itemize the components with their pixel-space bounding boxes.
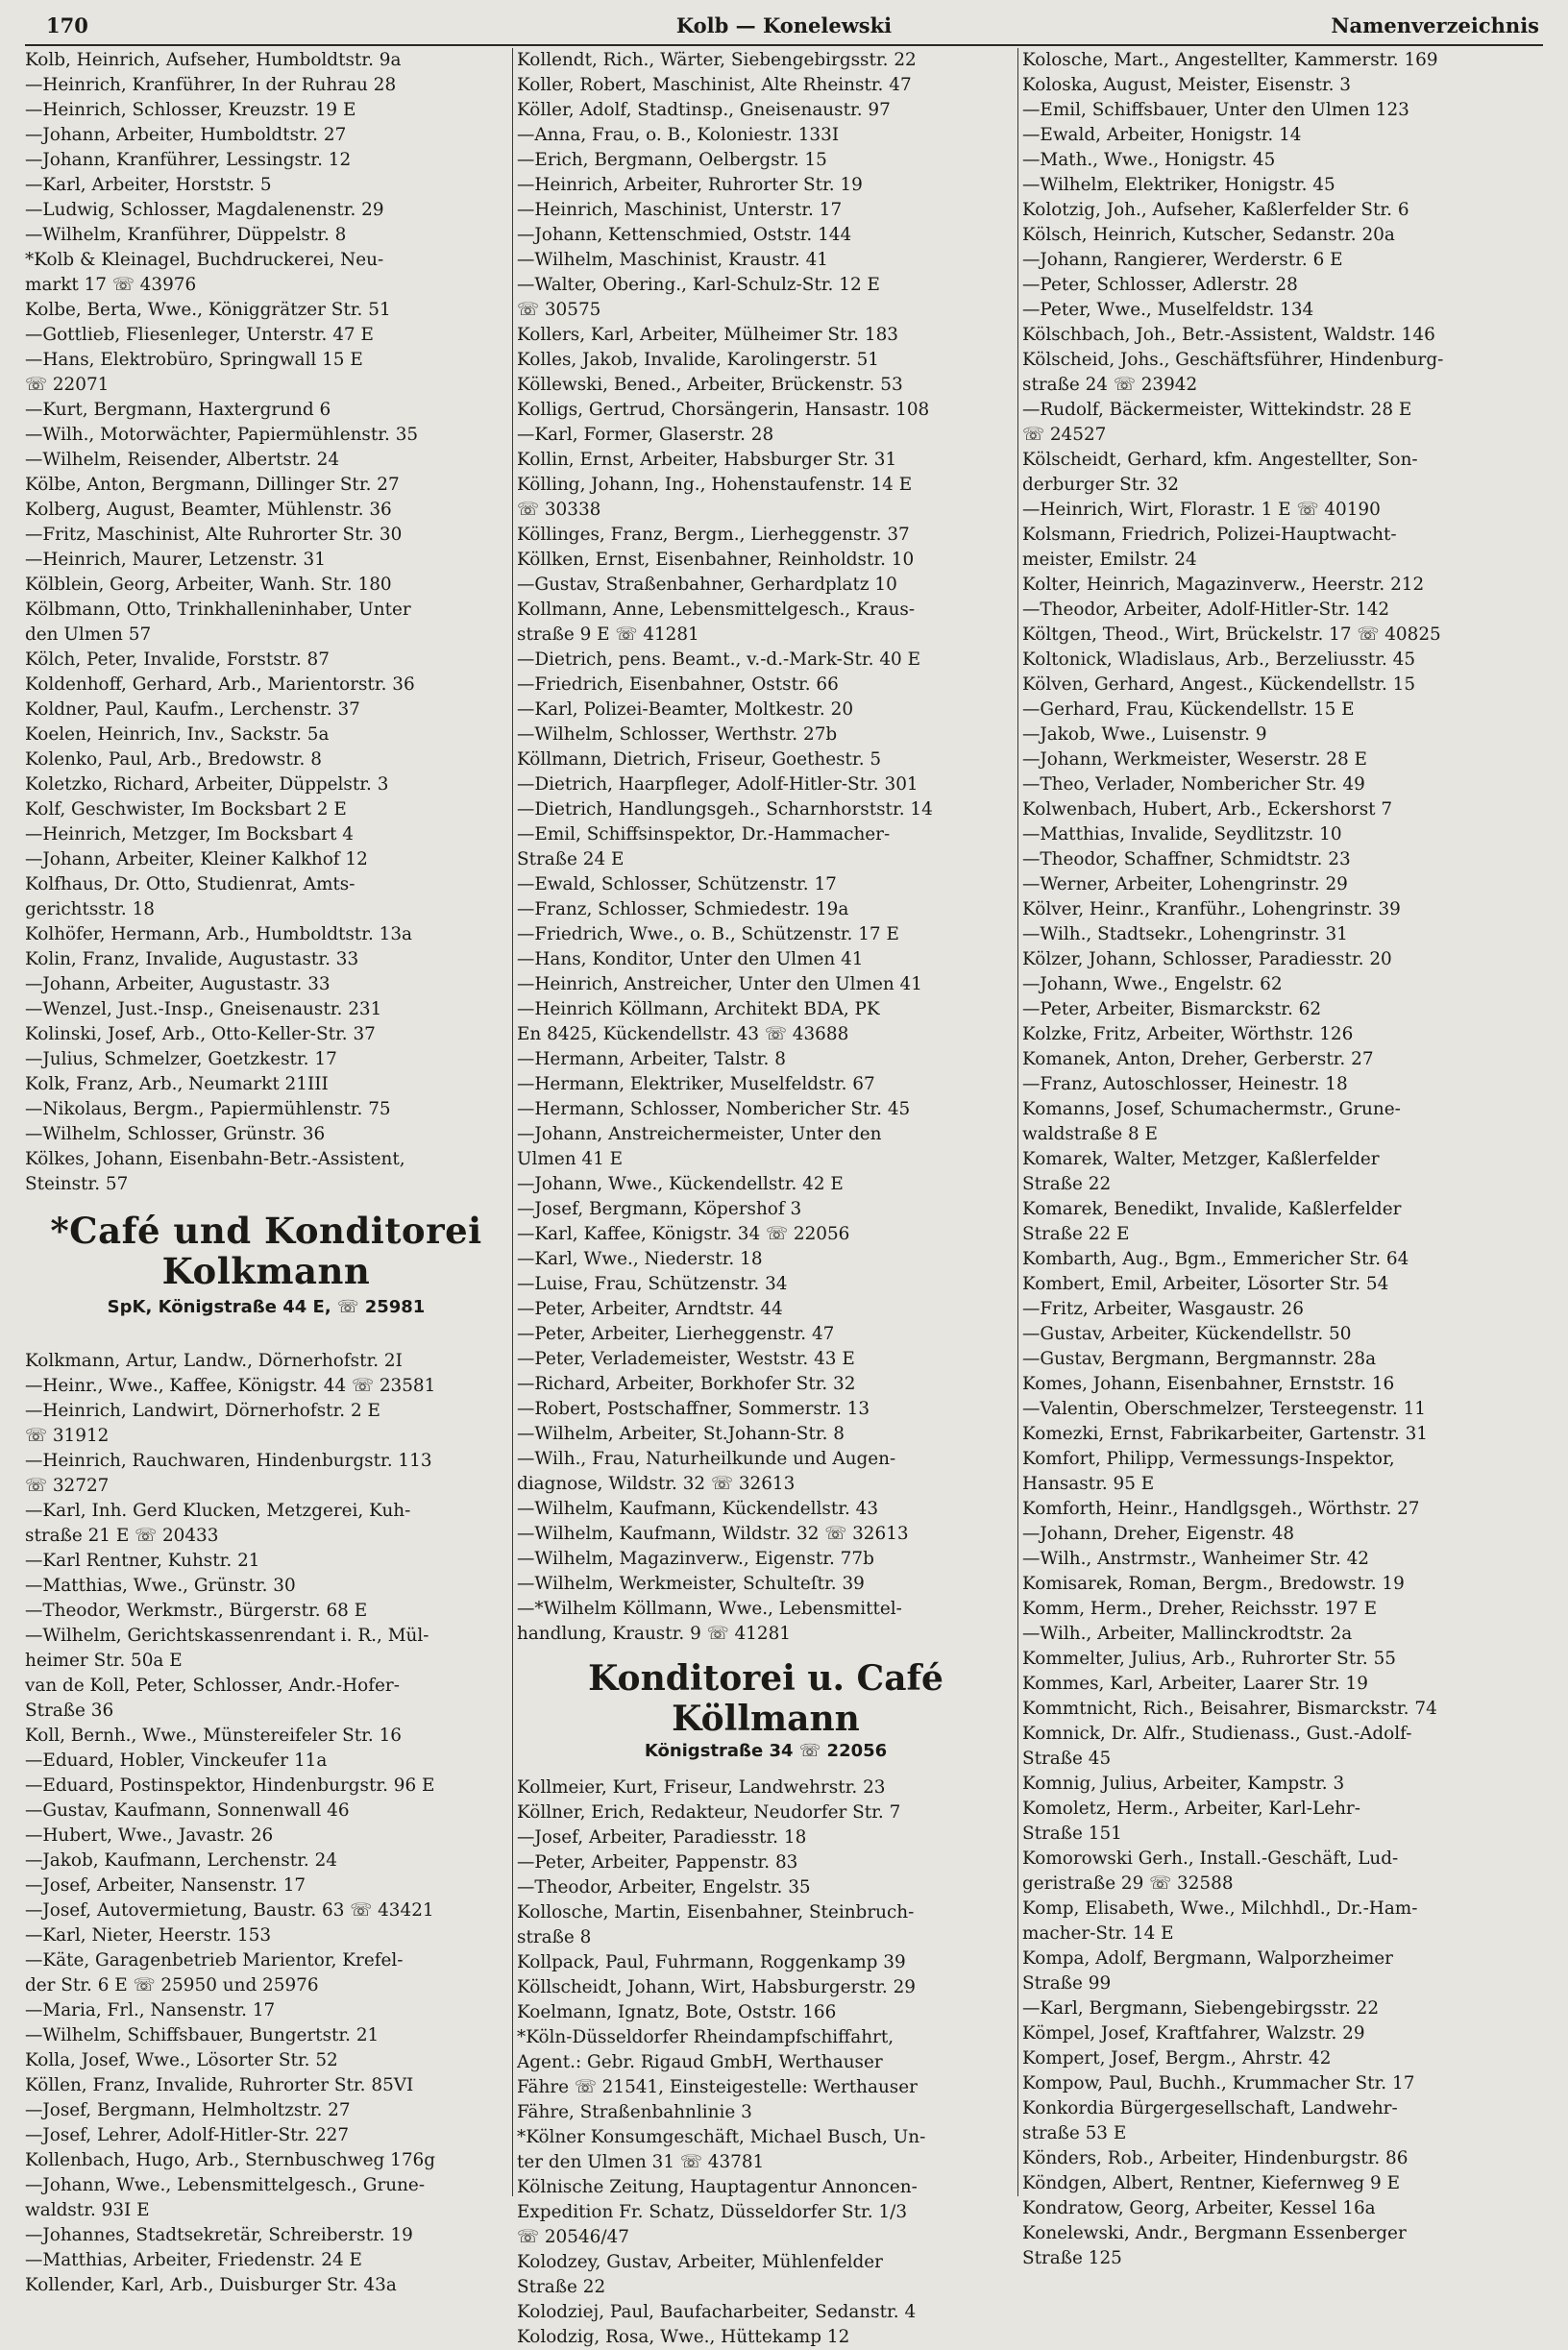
directory-entry: *Kölner Konsumgeschäft, Michael Busch, Un- (517, 2127, 926, 2147)
directory-entry: —Peter, Arbeiter, Pappenstr. 83 (517, 1852, 798, 1873)
directory-entry: Komnick, Dr. Alfr., Studienass., Gust.-Adolf- (1022, 1724, 1412, 1744)
directory-entry: Komfort, Philipp, Vermessungs-Inspektor, (1022, 1449, 1395, 1469)
directory-entry: —Theodor, Arbeiter, Engelstr. 35 (517, 1877, 811, 1897)
directory-entry: Komforth, Heinr., Handlgsgeh., Wörthstr. 27 (1022, 1499, 1420, 1519)
directory-entry: —Walter, Obering., Karl-Schulz-Str. 12 E (517, 275, 880, 295)
directory-entry: Straße 125 (1022, 2248, 1122, 2268)
column-divider (512, 48, 513, 2196)
directory-entry: —Hubert, Wwe., Javastr. 26 (25, 1825, 274, 1846)
directory-entry: —Heinrich Köllmann, Architekt BDA, PK (517, 999, 880, 1019)
directory-entry: Kolfhaus, Dr. Otto, Studienrat, Amts- (25, 874, 355, 894)
directory-entry: —Wilhelm, Magazinverw., Eigenstr. 77b (517, 1549, 874, 1569)
page-header (25, 6, 1543, 46)
directory-entry: —Wilh., Arbeiter, Mallinckrodtstr. 2a (1022, 1624, 1353, 1644)
directory-entry: —Heinrich, Landwirt, Dörnerhofstr. 2 E (25, 1401, 380, 1421)
directory-entry: Kolles, Jakob, Invalide, Karolingerstr. 51 (517, 350, 879, 370)
directory-entry: —Franz, Autoschlosser, Heinestr. 18 (1022, 1074, 1348, 1094)
directory-entry: —Peter, Arbeiter, Bismarckstr. 62 (1022, 999, 1322, 1019)
directory-entry: Kölkes, Johann, Eisenbahn-Betr.-Assistent, (25, 1149, 405, 1169)
directory-entry: Komarek, Walter, Metzger, Kaßlerfelder (1022, 1149, 1380, 1169)
directory-entry: —Emil, Schiffsbauer, Unter den Ulmen 123 (1022, 100, 1409, 120)
directory-entry: —Wilhelm, Schlosser, Werthstr. 27b (517, 724, 838, 745)
directory-entry: —Wilhelm, Schlosser, Grünstr. 36 (25, 1124, 326, 1144)
directory-entry: ☏ 30575 (517, 300, 601, 320)
directory-entry: —Peter, Schlosser, Adlerstr. 28 (1022, 275, 1298, 295)
directory-entry: —Gustav, Arbeiter, Kückendellstr. 50 (1022, 1324, 1352, 1344)
directory-entry: Kolberg, August, Beamter, Mühlenstr. 36 (25, 500, 392, 520)
directory-entry: geristraße 29 ☏ 32588 (1022, 1873, 1234, 1894)
directory-entry: —Franz, Schlosser, Schmiedestr. 19a (517, 899, 849, 919)
directory-entry: Agent.: Gebr. Rigaud GmbH, Werthauser (517, 2052, 883, 2072)
directory-entry: —Heinrich, Rauchwaren, Hindenburgstr. 113 (25, 1451, 432, 1471)
directory-entry: meister, Emilstr. 24 (1022, 550, 1197, 570)
section-title: Namenverzeichnis (1331, 13, 1539, 37)
directory-entry: Koll, Bernh., Wwe., Münstereifeler Str. 16 (25, 1726, 402, 1746)
directory-entry: —Gustav, Kaufmann, Sonnenwall 46 (25, 1800, 350, 1821)
directory-entry: —Matthias, Invalide, Seydlitzstr. 10 (1022, 824, 1342, 845)
directory-entry: Koelen, Heinrich, Inv., Sackstr. 5a (25, 724, 330, 745)
directory-entry: —Gustav, Straßenbahner, Gerhardplatz 10 (517, 575, 897, 595)
directory-entry: —Johann, Anstreichermeister, Unter den (517, 1124, 882, 1144)
directory-entry: —Wilhelm, Elektriker, Honigstr. 45 (1022, 175, 1335, 195)
directory-entry: —Matthias, Wwe., Grünstr. 30 (25, 1576, 296, 1596)
directory-entry: Koltonick, Wladislaus, Arb., Berzeliusstr. 45 (1022, 649, 1416, 670)
directory-entry: Kondratow, Georg, Arbeiter, Kessel 16a (1022, 2198, 1376, 2218)
directory-entry: Kölblein, Georg, Arbeiter, Wanh. Str. 180 (25, 575, 392, 595)
directory-entry: Komanns, Josef, Schumachermstr., Grune- (1022, 1099, 1401, 1119)
column-1 (25, 48, 507, 2295)
column-1-entries-top (25, 48, 507, 1197)
directory-entry: Kölscheidt, Gerhard, kfm. Angestellter, Son- (1022, 450, 1418, 470)
directory-entry: —Karl, Former, Glaserstr. 28 (517, 425, 774, 445)
directory-entry: —Karl, Inh. Gerd Klucken, Metzgerei, Kuh- (25, 1501, 411, 1521)
directory-entry: Kollosche, Martin, Eisenbahner, Steinbruch- (517, 1902, 915, 1922)
directory-entry: —Maria, Frl., Nansenstr. 17 (25, 2000, 276, 2020)
directory-entry: —Josef, Arbeiter, Nansenstr. 17 (25, 1875, 306, 1896)
column-3-entries (1022, 48, 1501, 2271)
directory-entry: —Wilhelm, Kranführer, Düppelstr. 8 (25, 225, 347, 245)
directory-entry: —Jakob, Wwe., Luisenstr. 9 (1022, 724, 1267, 745)
directory-entry: Komorowski Gerh., Install.-Geschäft, Lud- (1022, 1848, 1399, 1869)
directory-entry: —Friedrich, Eisenbahner, Oststr. 66 (517, 674, 839, 695)
directory-entry: Kompa, Adolf, Bergmann, Walporzheimer (1022, 1948, 1393, 1969)
directory-entry: Komnig, Julius, Arbeiter, Kampstr. 3 (1022, 1774, 1345, 1794)
column-2-entries-top (517, 48, 1015, 1647)
directory-entry: Fähre, Straßenbahnlinie 3 (517, 2102, 752, 2122)
directory-entry: —Heinrich, Anstreicher, Unter den Ulmen 41 (517, 974, 922, 994)
directory-entry: Komp, Elisabeth, Wwe., Milchhdl., Dr.-Ham- (1022, 1898, 1418, 1919)
directory-entry: —Josef, Bergmann, Helmholtzstr. 27 (25, 2100, 351, 2120)
directory-entry: —Karl Rentner, Kuhstr. 21 (25, 1551, 260, 1571)
directory-entry: Kömpel, Josef, Kraftfahrer, Walzstr. 29 (1022, 2023, 1365, 2044)
directory-entry: der Str. 6 E ☏ 25950 und 25976 (25, 1975, 319, 1995)
directory-entry: Kollenbach, Hugo, Arb., Sternbuschweg 176g (25, 2150, 436, 2170)
directory-entry: —Wilhelm, Werkmeister, Schulteſtr. 39 (517, 1574, 865, 1594)
directory-entry: Fähre ☏ 21541, Einsteigestelle: Werthauser (517, 2077, 918, 2097)
directory-entry: Kolwenbach, Hubert, Arb., Eckershorst 7 (1022, 799, 1393, 820)
directory-entry: Köllscheidt, Johann, Wirt, Habsburgerstr. 29 (517, 1977, 917, 1997)
directory-entry: Kolf, Geschwister, Im Bocksbart 2 E (25, 799, 347, 820)
directory-entry: —Johann, Kranführer, Lessingstr. 12 (25, 150, 352, 170)
directory-entry: diagnose, Wildstr. 32 ☏ 32613 (517, 1474, 796, 1494)
directory-entry: markt 17 ☏ 43976 (25, 275, 197, 295)
directory-entry: Expedition Fr. Schatz, Düsseldorfer Str. 1/3 (517, 2202, 908, 2222)
directory-entry: —Jakob, Kaufmann, Lerchenstr. 24 (25, 1850, 337, 1871)
directory-entry: —Theodor, Arbeiter, Adolf-Hitler-Str. 142 (1022, 600, 1390, 620)
ad-title: *Café und Konditorei (50, 1210, 482, 1252)
directory-entry: van de Koll, Peter, Schlosser, Andr.-Hofer- (25, 1676, 400, 1696)
directory-entry: Kolenko, Paul, Arb., Bredowstr. 8 (25, 749, 322, 770)
directory-entry: —Eduard, Hobler, Vinckeufer 11a (25, 1750, 328, 1771)
directory-entry: Kollendt, Rich., Wärter, Siebengebirgsstr. 22 (517, 50, 917, 70)
directory-entry: Kompert, Josef, Bergm., Ahrstr. 42 (1022, 2048, 1332, 2068)
directory-entry: Kölscheid, Johs., Geschäftsführer, Hindenburg- (1022, 350, 1444, 370)
directory-entry: —Theodor, Werkmstr., Bürgerstr. 68 E (25, 1601, 368, 1621)
directory-entry: Kolosche, Mart., Angestellter, Kammerstr. 169 (1022, 50, 1438, 70)
directory-entry: —Ewald, Arbeiter, Honigstr. 14 (1022, 125, 1302, 145)
directory-entry: —Wilhelm, Maschinist, Kraustr. 41 (517, 250, 829, 270)
directory-entry: Kollin, Ernst, Arbeiter, Habsburger Str. 31 (517, 450, 897, 470)
directory-entry: Kölver, Heinr., Kranführ., Lohengrinstr. 39 (1022, 899, 1401, 919)
directory-entry: —Wilhelm, Kaufmann, Kückendellstr. 43 (517, 1499, 879, 1519)
directory-entry: ter den Ulmen 31 ☏ 43781 (517, 2152, 765, 2172)
directory-entry: Kollmann, Anne, Lebensmittelgesch., Kraus- (517, 600, 916, 620)
directory-entry: Komisarek, Roman, Bergm., Bredowstr. 19 (1022, 1574, 1405, 1594)
page-range-title: Kolb — Konelewski (675, 13, 893, 37)
cafe-kolkmann-ad (25, 1211, 507, 1320)
directory-entry: —Johann, Arbeiter, Augustastr. 33 (25, 974, 331, 994)
directory-entry: Straße 45 (1022, 1749, 1112, 1769)
directory-entry: Ulmen 41 E (517, 1149, 624, 1169)
directory-entry: —Hans, Konditor, Unter den Ulmen 41 (517, 949, 864, 969)
directory-entry: —Dietrich, Handlungsgeh., Scharnhorststr. 14 (517, 799, 933, 820)
directory-entry: Koller, Robert, Maschinist, Alte Rheinstr. 47 (517, 75, 912, 95)
directory-entry: —Johann, Kettenschmied, Oststr. 144 (517, 225, 852, 245)
directory-entry: Kölling, Johann, Ing., Hohenstaufenstr. 14 E (517, 475, 913, 495)
directory-entry: —Anna, Frau, o. B., Koloniestr. 133I (517, 125, 840, 145)
directory-entry: Kölch, Peter, Invalide, Forststr. 87 (25, 649, 330, 670)
directory-entry: straße 8 (517, 1927, 592, 1947)
column-2-entries-bottom (517, 1775, 1015, 2350)
directory-entry: Kolin, Franz, Invalide, Augustastr. 33 (25, 949, 359, 969)
directory-entry: Koelmann, Ignatz, Bote, Oststr. 166 (517, 2002, 837, 2022)
directory-entry: —Erich, Bergmann, Oelbergstr. 15 (517, 150, 827, 170)
directory-entry: —Nikolaus, Bergm., Papiermühlenstr. 75 (25, 1099, 391, 1119)
directory-entry: Straße 22 (1022, 1174, 1112, 1194)
directory-entry: —Josef, Autovermietung, Baustr. 63 ☏ 43421 (25, 1900, 434, 1921)
directory-entry: Kollender, Karl, Arb., Duisburger Str. 43a (25, 2275, 397, 2295)
directory-entry: —Heinrich, Arbeiter, Ruhrorter Str. 19 (517, 175, 863, 195)
column-divider (1017, 48, 1018, 2196)
directory-entry: —Robert, Postschaffner, Sommerstr. 13 (517, 1399, 870, 1419)
directory-entry: ☏ 30338 (517, 500, 601, 520)
ad-address: SpK, Königstraße 44 E, ☏ 25981 (107, 1297, 426, 1317)
directory-entry: —Gerhard, Frau, Kückendellstr. 15 E (1022, 699, 1355, 720)
directory-entry: *Kolb & Kleinagel, Buchdruckerei, Neu- (25, 250, 384, 270)
directory-entry: —Wilh., Anstrmstr., Wanheimer Str. 42 (1022, 1549, 1369, 1569)
page-number: 170 (46, 13, 88, 37)
directory-entry: heimer Str. 50a E (25, 1651, 183, 1671)
directory-entry: Konelewski, Andr., Bergmann Essenberger (1022, 2223, 1407, 2243)
directory-entry: Kolodzey, Gustav, Arbeiter, Mühlenfelder (517, 2252, 883, 2272)
directory-entry: ☏ 22071 (25, 375, 110, 395)
directory-entry: —Hermann, Arbeiter, Talstr. 8 (517, 1049, 786, 1069)
directory-entry: —Peter, Arbeiter, Lierheggenstr. 47 (517, 1324, 835, 1344)
directory-entry: Kolbe, Berta, Wwe., Königgrätzer Str. 51 (25, 300, 391, 320)
directory-entry: —Heinrich, Maschinist, Unterstr. 17 (517, 200, 843, 220)
column-2 (517, 48, 1015, 2347)
directory-entry: Kompow, Paul, Buchh., Krummacher Str. 17 (1022, 2073, 1415, 2093)
ad-title-name: Kolkmann (161, 1250, 371, 1292)
directory-entry: —Johann, Rangierer, Werderstr. 6 E (1022, 250, 1343, 270)
directory-entry: Komarek, Benedikt, Invalide, Kaßlerfelder (1022, 1199, 1402, 1219)
directory-entry: —Hans, Elektrobüro, Springwall 15 E (25, 350, 363, 370)
directory-entry: Köllinges, Franz, Bergm., Lierheggenstr. 37 (517, 525, 910, 545)
directory-entry: straße 53 E (1022, 2123, 1127, 2143)
directory-entry: Kolhöfer, Hermann, Arb., Humboldtstr. 13a (25, 924, 413, 944)
directory-entry: Kolk, Franz, Arb., Neumarkt 21III (25, 1074, 329, 1094)
directory-entry: Kollmeier, Kurt, Friseur, Landwehrstr. 23 (517, 1777, 886, 1798)
directory-entry: Kölzer, Johann, Schlosser, Paradiesstr. 20 (1022, 949, 1392, 969)
directory-entry: —Josef, Lehrer, Adolf-Hitler-Str. 227 (25, 2125, 350, 2145)
directory-entry: Hansastr. 95 E (1022, 1474, 1155, 1494)
directory-entry: —Johann, Wwe., Kückendellstr. 42 E (517, 1174, 844, 1194)
directory-entry: Kölven, Gerhard, Angest., Kückendellstr. 15 (1022, 674, 1416, 695)
directory-entry: —Wilhelm, Arbeiter, St.Johann-Str. 8 (517, 1424, 845, 1444)
directory-entry: Straße 151 (1022, 1824, 1122, 1844)
directory-entry: —Josef, Arbeiter, Paradiesstr. 18 (517, 1827, 807, 1848)
directory-entry: —Heinrich, Metzger, Im Bocksbart 4 (25, 824, 354, 845)
directory-entry: Kölsch, Heinrich, Kutscher, Sedanstr. 20a (1022, 225, 1395, 245)
directory-entry: Komes, Johann, Eisenbahner, Ernststr. 16 (1022, 1374, 1395, 1394)
directory-entry: straße 9 E ☏ 41281 (517, 624, 699, 645)
directory-entry: —Emil, Schiffsinspektor, Dr.-Hammacher- (517, 824, 891, 845)
directory-entry: —Dietrich, Haarpfleger, Adolf-Hitler-Str. 301 (517, 774, 919, 795)
directory-entry: Kolb, Heinrich, Aufseher, Humboldtstr. 9a (25, 50, 402, 70)
directory-entry: —Peter, Wwe., Muselfeldstr. 134 (1022, 300, 1314, 320)
directory-entry: —Valentin, Oberschmelzer, Tersteegenstr. 11 (1022, 1399, 1427, 1419)
directory-entry: Kommelter, Julius, Arb., Ruhrorter Str. 55 (1022, 1649, 1396, 1669)
directory-entry: —Heinrich, Wirt, Florastr. 1 E ☏ 40190 (1022, 500, 1381, 520)
directory-entry: —Werner, Arbeiter, Lohengrinstr. 29 (1022, 874, 1348, 894)
directory-entry: En 8425, Kückendellstr. 43 ☏ 43688 (517, 1024, 849, 1044)
directory-entry: —Wenzel, Just.-Insp., Gneisenaustr. 231 (25, 999, 382, 1019)
directory-entry: —Ludwig, Schlosser, Magdalenenstr. 29 (25, 200, 384, 220)
directory-entry: Kollers, Karl, Arbeiter, Mülheimer Str. 183 (517, 325, 898, 345)
directory-entry: Koloska, August, Meister, Eisenstr. 3 (1022, 75, 1352, 95)
directory-entry: —Karl, Kaffee, Königstr. 34 ☏ 22056 (517, 1224, 850, 1244)
directory-entry: —Karl, Polizei-Beamter, Moltkestr. 20 (517, 699, 854, 720)
directory-entry: Kolla, Josef, Wwe., Lösorter Str. 52 (25, 2050, 338, 2070)
directory-entry: Steinstr. 57 (25, 1174, 129, 1194)
directory-entry: Könders, Rob., Arbeiter, Hindenburgstr. 86 (1022, 2148, 1409, 2168)
directory-entry: Kolter, Heinrich, Magazinverw., Heerstr. 212 (1022, 575, 1425, 595)
directory-entry: Koldenhoff, Gerhard, Arb., Marientorstr. 36 (25, 674, 415, 695)
directory-entry: —Ewald, Schlosser, Schützenstr. 17 (517, 874, 837, 894)
directory-entry: Kommes, Karl, Arbeiter, Laarer Str. 19 (1022, 1674, 1368, 1694)
directory-entry: waldstr. 93I E (25, 2200, 150, 2220)
directory-entry: Konkordia Bürgergesellschaft, Landwehr- (1022, 2098, 1398, 2118)
directory-entry: —Hermann, Elektriker, Muselfeldstr. 67 (517, 1074, 875, 1094)
directory-entry: —Heinrich, Schlosser, Kreuzstr. 19 E (25, 100, 356, 120)
directory-entry: —*Wilhelm Köllmann, Wwe., Lebensmittel- (517, 1599, 902, 1619)
directory-entry: —Karl, Nieter, Heerstr. 153 (25, 1925, 272, 1946)
directory-entry: Straße 22 (517, 2277, 606, 2297)
directory-entry: Straße 22 E (1022, 1224, 1130, 1244)
directory-entry: —Math., Wwe., Honigstr. 45 (1022, 150, 1276, 170)
directory-entry: Köller, Adolf, Stadtinsp., Gneisenaustr. 97 (517, 100, 891, 120)
directory-entry: —Karl, Bergmann, Siebengebirgsstr. 22 (1022, 1998, 1380, 2019)
directory-entry: —Theodor, Schaffner, Schmidtstr. 23 (1022, 849, 1351, 869)
directory-entry: Komanek, Anton, Dreher, Gerberstr. 27 (1022, 1049, 1374, 1069)
directory-entry: —Eduard, Postinspektor, Hindenburgstr. 96 E (25, 1775, 435, 1796)
directory-entry: Straße 99 (1022, 1973, 1112, 1994)
directory-entry: Kombert, Emil, Arbeiter, Lösorter Str. 54 (1022, 1274, 1389, 1294)
directory-entry: Kölschbach, Joh., Betr.-Assistent, Waldstr. 146 (1022, 325, 1435, 345)
directory-entry: Kolodziej, Paul, Baufacharbeiter, Sedanstr. 4 (517, 2302, 917, 2322)
directory-entry: Kolodzig, Rosa, Wwe., Hüttekamp 12 (517, 2327, 850, 2347)
directory-entry: Straße 36 (25, 1701, 114, 1721)
directory-entry: Kölbmann, Otto, Trinkhalleninhaber, Unter (25, 600, 411, 620)
directory-entry: Köndgen, Albert, Rentner, Kiefernweg 9 E (1022, 2173, 1401, 2193)
directory-entry: —Peter, Arbeiter, Arndtstr. 44 (517, 1299, 783, 1319)
directory-entry: —Fritz, Arbeiter, Wasgaustr. 26 (1022, 1299, 1304, 1319)
directory-entry: Kolligs, Gertrud, Chorsängerin, Hansastr. 108 (517, 400, 930, 420)
directory-entry: —Karl, Arbeiter, Horststr. 5 (25, 175, 272, 195)
directory-entry: —Hermann, Schlosser, Nombericher Str. 45 (517, 1099, 911, 1119)
directory-entry: —Fritz, Maschinist, Alte Ruhrorter Str. 30 (25, 525, 403, 545)
directory-entry: Kollpack, Paul, Fuhrmann, Roggenkamp 39 (517, 1952, 906, 1972)
directory-entry: —Johann, Wwe., Lebensmittelgesch., Grune- (25, 2175, 426, 2195)
directory-entry: —Rudolf, Bäckermeister, Wittekindstr. 28 E (1022, 400, 1412, 420)
directory-entry: *Köln-Düsseldorfer Rheindampfschiffahrt, (517, 2027, 894, 2047)
directory-entry: Kolkmann, Artur, Landw., Dörnerhofstr. 2I (25, 1351, 403, 1371)
ad-address: Königstraße 34 ☏ 22056 (644, 1741, 888, 1761)
directory-entry: —Heinrich, Maurer, Letzenstr. 31 (25, 550, 326, 570)
directory-entry: Kommtnicht, Rich., Beisahrer, Bismarckstr. 74 (1022, 1699, 1437, 1719)
directory-entry: —Matthias, Arbeiter, Friedenstr. 24 E (25, 2250, 362, 2270)
directory-entry: Komoletz, Herm., Arbeiter, Karl-Lehr- (1022, 1799, 1360, 1819)
directory-entry: Köllen, Franz, Invalide, Ruhrorter Str. 85VI (25, 2075, 414, 2095)
directory-entry: derburger Str. 32 (1022, 475, 1180, 495)
directory-entry: —Theo, Verlader, Nombericher Str. 49 (1022, 774, 1365, 795)
directory-entry: waldstraße 8 E (1022, 1124, 1158, 1144)
directory-entry: Kolinski, Josef, Arb., Otto-Keller-Str. 37 (25, 1024, 376, 1044)
directory-entry: —Johann, Arbeiter, Kleiner Kalkhof 12 (25, 849, 368, 869)
directory-entry: Kombarth, Aug., Bgm., Emmericher Str. 64 (1022, 1249, 1409, 1269)
directory-entry: ☏ 24527 (1022, 425, 1107, 445)
directory-entry: —Wilhelm, Gerichtskassenrendant i. R., Mül- (25, 1626, 429, 1646)
directory-entry: handlung, Kraustr. 9 ☏ 41281 (517, 1624, 791, 1644)
directory-entry: Straße 24 E (517, 849, 625, 869)
directory-entry: —Friedrich, Wwe., o. B., Schützenstr. 17 E (517, 924, 899, 944)
directory-entry: —Wilh., Motorwächter, Papiermühlenstr. 35 (25, 425, 419, 445)
directory-entry: Koletzko, Richard, Arbeiter, Düppelstr. 3 (25, 774, 389, 795)
column-1-entries-bottom (25, 1349, 507, 2298)
directory-entry: macher-Str. 14 E (1022, 1923, 1174, 1944)
directory-entry: Köllner, Erich, Redakteur, Neudorfer Str. 7 (517, 1802, 901, 1823)
directory-entry: —Dietrich, pens. Beamt., v.-d.-Mark-Str. 40 E (517, 649, 921, 670)
ad-title: Konditorei u. Café Köllmann (588, 1658, 943, 1739)
directory-entry: —Wilhelm, Reisender, Albertstr. 24 (25, 450, 340, 470)
directory-entry: —Heinr., Wwe., Kaffee, Königstr. 44 ☏ 23581 (25, 1376, 436, 1396)
directory-entry: —Johann, Arbeiter, Humboldtstr. 27 (25, 125, 347, 145)
directory-entry: —Käte, Garagenbetrieb Marientor, Krefel- (25, 1950, 404, 1971)
directory-entry: Költgen, Theod., Wirt, Brückelstr. 17 ☏ 40825 (1022, 624, 1441, 645)
directory-entry: Komezki, Ernst, Fabrikarbeiter, Gartenstr. 31 (1022, 1424, 1428, 1444)
directory-entry: —Josef, Bergmann, Köpershof 3 (517, 1199, 802, 1219)
directory-entry: Köllken, Ernst, Eisenbahner, Reinholdstr. 10 (517, 550, 915, 570)
column-3 (1022, 48, 1501, 2268)
directory-entry: —Richard, Arbeiter, Borkhofer Str. 32 (517, 1374, 856, 1394)
directory-entry: Kölbe, Anton, Bergmann, Dillinger Str. 27 (25, 475, 400, 495)
directory-entry: —Wilhelm, Schiffsbauer, Bungertstr. 21 (25, 2025, 380, 2045)
directory-entry: —Gottlieb, Fliesenleger, Unterstr. 47 E (25, 325, 374, 345)
directory-entry: —Johannes, Stadtsekretär, Schreiberstr. 19 (25, 2225, 413, 2245)
directory-entry: Köllewski, Bened., Arbeiter, Brückenstr. 53 (517, 375, 903, 395)
directory-entry: Koldner, Paul, Kaufm., Lerchenstr. 37 (25, 699, 360, 720)
directory-entry: ☏ 31912 (25, 1426, 110, 1446)
directory-entry: Kolotzig, Joh., Aufseher, Kaßlerfelder Str. 6 (1022, 200, 1409, 220)
directory-entry: Köllmann, Dietrich, Friseur, Goethestr. 5 (517, 749, 882, 770)
konditorei-koellmann-ad (517, 1658, 1015, 1764)
directory-entry: —Gustav, Bergmann, Bergmannstr. 28a (1022, 1349, 1377, 1369)
directory-entry: Kolsmann, Friedrich, Polizei-Hauptwacht- (1022, 525, 1397, 545)
directory-entry: —Karl, Wwe., Niederstr. 18 (517, 1249, 763, 1269)
directory-entry: —Heinrich, Kranführer, In der Ruhrau 28 (25, 75, 397, 95)
directory-entry: —Johann, Wwe., Engelstr. 62 (1022, 974, 1283, 994)
directory-entry: —Johann, Werkmeister, Weserstr. 28 E (1022, 749, 1367, 770)
directory-entry: —Peter, Verlademeister, Weststr. 43 E (517, 1349, 855, 1369)
directory-entry: Kölnische Zeitung, Hauptagentur Annoncen- (517, 2177, 918, 2197)
directory-entry: —Kurt, Bergmann, Haxtergrund 6 (25, 400, 331, 420)
directory-entry: —Wilhelm, Kaufmann, Wildstr. 32 ☏ 32613 (517, 1524, 909, 1544)
directory-entry: —Wilh., Frau, Naturheilkunde und Augen- (517, 1449, 896, 1469)
directory-entry: ☏ 20546/47 (517, 2227, 629, 2247)
directory-entry: gerichtsstr. 18 (25, 899, 155, 919)
directory-entry: —Luise, Frau, Schützenstr. 34 (517, 1274, 788, 1294)
directory-entry: —Johann, Dreher, Eigenstr. 48 (1022, 1524, 1295, 1544)
directory-entry: Kolzke, Fritz, Arbeiter, Wörthstr. 126 (1022, 1024, 1354, 1044)
directory-entry: Komm, Herm., Dreher, Reichsstr. 197 E (1022, 1599, 1378, 1619)
directory-entry: den Ulmen 57 (25, 624, 152, 645)
directory-entry: straße 21 E ☏ 20433 (25, 1526, 219, 1546)
directory-entry: —Wilh., Stadtsekr., Lohengrinstr. 31 (1022, 924, 1348, 944)
directory-entry: ☏ 32727 (25, 1476, 110, 1496)
directory-entry: straße 24 ☏ 23942 (1022, 375, 1198, 395)
directory-entry: —Julius, Schmelzer, Goetzkestr. 17 (25, 1049, 337, 1069)
